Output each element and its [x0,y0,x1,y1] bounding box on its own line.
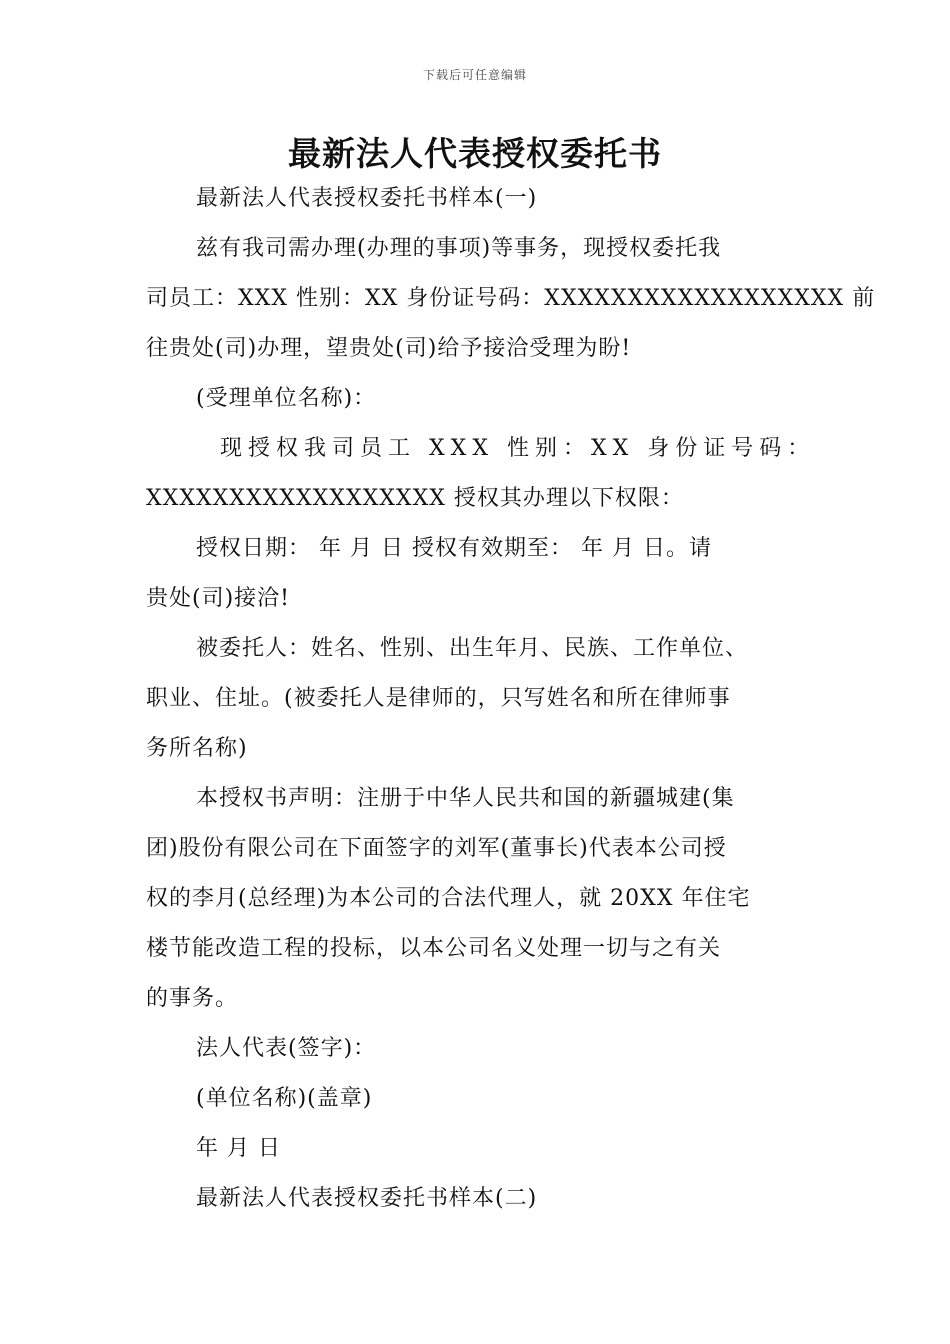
paragraph-line: 团)股份有限公司在下面签字的刘军(董事长)代表本公司授 [146,836,727,861]
paragraph-line: 兹有我司需办理(办理的事项)等事务，现授权委托我 [196,236,722,261]
paragraph-line: 权的李月(总经理)为本公司的合法代理人，就 20XX 年住宅 [146,886,751,911]
date-line: 年 月 日 [196,1136,281,1161]
header-note: 下载后可任意编辑 [422,68,527,82]
paragraph-line: 往贵处(司)办理，望贵处(司)给予接洽受理为盼! [146,336,632,361]
signature-line: 法人代表(签字)： [196,1036,377,1061]
paragraph-line: 职业、住址。(被委托人是律师的，只写姓名和所在律师事 [146,686,731,711]
paragraph-line: 被委托人：姓名、性别、出生年月、民族、工作单位、 [196,636,749,661]
paragraph-line: 的事务。 [146,986,239,1011]
paragraph-line: 现授权我司员工 XXX 性别：XX 身份证号码： [220,436,816,461]
paragraph-line: 授权日期： 年 月 日 授权有效期至： 年 月 日。请 [196,536,712,561]
seal-line: (单位名称)(盖章) [196,1086,373,1111]
sample-heading-2: 最新法人代表授权委托书样本(二) [196,1186,538,1211]
paragraph-line: 贵处(司)接洽! [146,586,291,611]
paragraph-line: 司员工：XXX 性别：XX 身份证号码：XXXXXXXXXXXXXXXXXX 前 [146,286,876,311]
sample-heading-1: 最新法人代表授权委托书样本(一) [196,186,538,211]
recipient-line: (受理单位名称)： [196,386,377,411]
paragraph-line: 楼节能改造工程的投标，以本公司名义处理一切与之有关 [146,936,722,961]
paragraph-line: XXXXXXXXXXXXXXXXXX 授权其办理以下权限： [146,486,684,511]
paragraph-line: 务所名称) [146,736,248,761]
paragraph-line: 本授权书声明：注册于中华人民共和国的新疆城建(集 [196,786,735,811]
document-title: 最新法人代表授权委托书 [288,134,662,173]
